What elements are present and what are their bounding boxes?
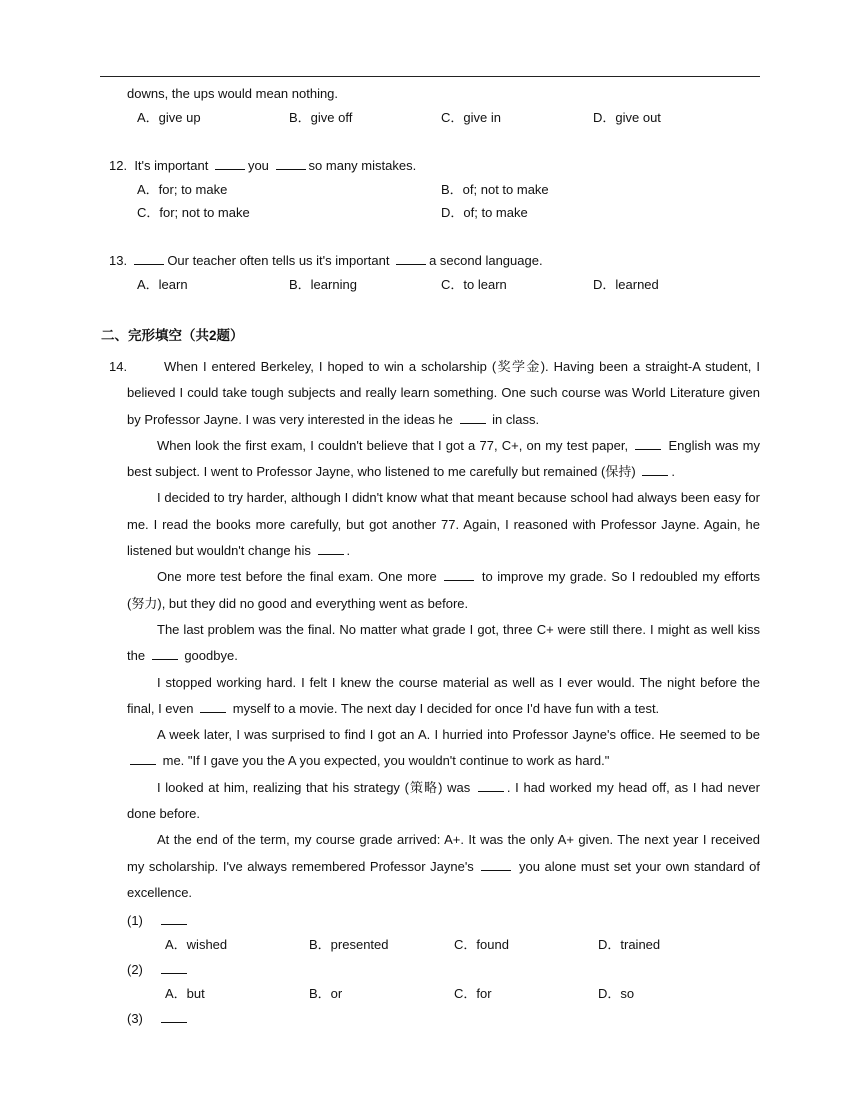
paragraph: When look the first exam, I couldn't believe that I got a 77, C+, on my test paper, English was my best subject. I went to Professor Jayne, who listened to me carefully but remained (保持) . <box>127 437 760 480</box>
answer-blank <box>152 647 178 660</box>
answer-blank <box>161 961 187 974</box>
subquestion-3 <box>127 1010 190 1027</box>
answer-blank <box>276 157 306 170</box>
answer-blank <box>396 252 426 265</box>
answer-blank <box>200 700 226 713</box>
answer-blank <box>635 437 661 450</box>
section-count: 2 <box>209 328 217 343</box>
paragraph: At the end of the term, my course grade arrived: A+. It was the only A+ given. The next year I received my scholarship. I've always remembered Professor Jayne's you alone must set your own standard of excellence. <box>127 832 760 900</box>
option-d: D．so <box>598 986 635 1001</box>
option-d: D．of; to make <box>441 205 528 220</box>
answer-blank <box>318 542 344 555</box>
option-d: D．learned <box>593 277 659 292</box>
answer-blank <box>161 1010 187 1023</box>
q11-stem-tail: downs, the ups would mean nothing. <box>127 86 339 101</box>
paragraph: One more test before the final exam. One more to improve my grade. So I redoubled my efforts (努力), but they did no good and everything went as before. <box>127 569 760 611</box>
paragraph: I stopped working hard. I felt I knew the course material as well as I ever would. The night before the final, I even myself to a movie. The next day I decided for once I'd have fun with a test. <box>127 674 760 716</box>
option-c: C．to learn <box>441 277 507 292</box>
cloze-passage <box>127 354 760 906</box>
paragraph: I decided to try harder, although I didn't know what that meant because school had always been easy for me. I read the books more carefully, but got another 77. Again, I reasoned with Professor Jayne. Again, he listened but wouldn't change his . <box>127 490 760 559</box>
answer-blank <box>478 779 504 792</box>
option-c: C．give in <box>441 110 501 125</box>
option-b: B．of; not to make <box>441 182 549 197</box>
answer-blank <box>215 157 245 170</box>
answer-blank <box>642 463 668 476</box>
option-b: B．give off <box>289 110 353 125</box>
section-title-end: 题） <box>216 328 244 343</box>
answer-blank <box>481 858 511 871</box>
stem-text: Our teacher often tells us it's important <box>167 253 390 268</box>
answer-blank <box>134 252 164 265</box>
option-d: D．give out <box>593 110 661 125</box>
stem-text: so many mistakes. <box>308 158 417 173</box>
option-a: A．for; to make <box>137 182 228 197</box>
subquestion-number: (1) <box>127 913 143 928</box>
answer-blank <box>161 912 187 925</box>
option-b: B．learning <box>289 277 357 292</box>
option-d: D．trained <box>598 937 661 952</box>
stem-text: a second language. <box>429 253 543 268</box>
option-b: B．or <box>309 986 343 1001</box>
paragraph: A week later, I was surprised to find I got an A. I hurried into Professor Jayne's office. He seemed to be me. "If I gave you the A you expected, you wouldn't continue to work as hard." <box>127 722 760 775</box>
option-a: A．but <box>165 986 205 1001</box>
q13-stem <box>109 252 543 269</box>
option-a: A．give up <box>137 110 201 125</box>
subquestion-2 <box>127 961 190 978</box>
option-c: C．for <box>454 986 492 1001</box>
answer-blank <box>130 752 156 765</box>
question-number: 13. <box>109 253 128 268</box>
option-c: C．found <box>454 937 509 952</box>
q12-stem <box>109 157 416 174</box>
stem-text: It's important <box>134 158 209 173</box>
option-c: C．for; not to make <box>137 205 250 220</box>
paragraph: The last problem was the final. No matter what grade I got, three C+ were still there. I might as well kiss the goodbye. <box>127 621 760 664</box>
subquestion-number: (3) <box>127 1011 143 1026</box>
question-number: 14. <box>109 359 128 374</box>
answer-blank <box>444 568 474 581</box>
answer-blank <box>460 411 486 424</box>
subquestion-number: (2) <box>127 962 143 977</box>
header-rule <box>100 76 760 77</box>
option-a: A．learn <box>137 277 188 292</box>
section-title: 二、完形填空（共 <box>101 328 209 343</box>
option-a: A．wished <box>165 937 228 952</box>
option-b: B．presented <box>309 937 389 952</box>
stem-text: you <box>247 158 269 173</box>
subquestion-1 <box>127 912 190 929</box>
paragraph: When I entered Berkeley, I hoped to win a scholarship (奖学金). Having been a straight-A student, I believed I could take tough subjects and really learn something. One such course was World Literature given by Professor Jayne. I was very interested in the ideas he in class. <box>127 359 760 427</box>
paragraph: I looked at him, realizing that his strategy (策略) was . I had worked my head off, as I had never done before. <box>127 779 760 822</box>
section-heading <box>101 328 244 344</box>
question-number: 12. <box>109 158 128 173</box>
